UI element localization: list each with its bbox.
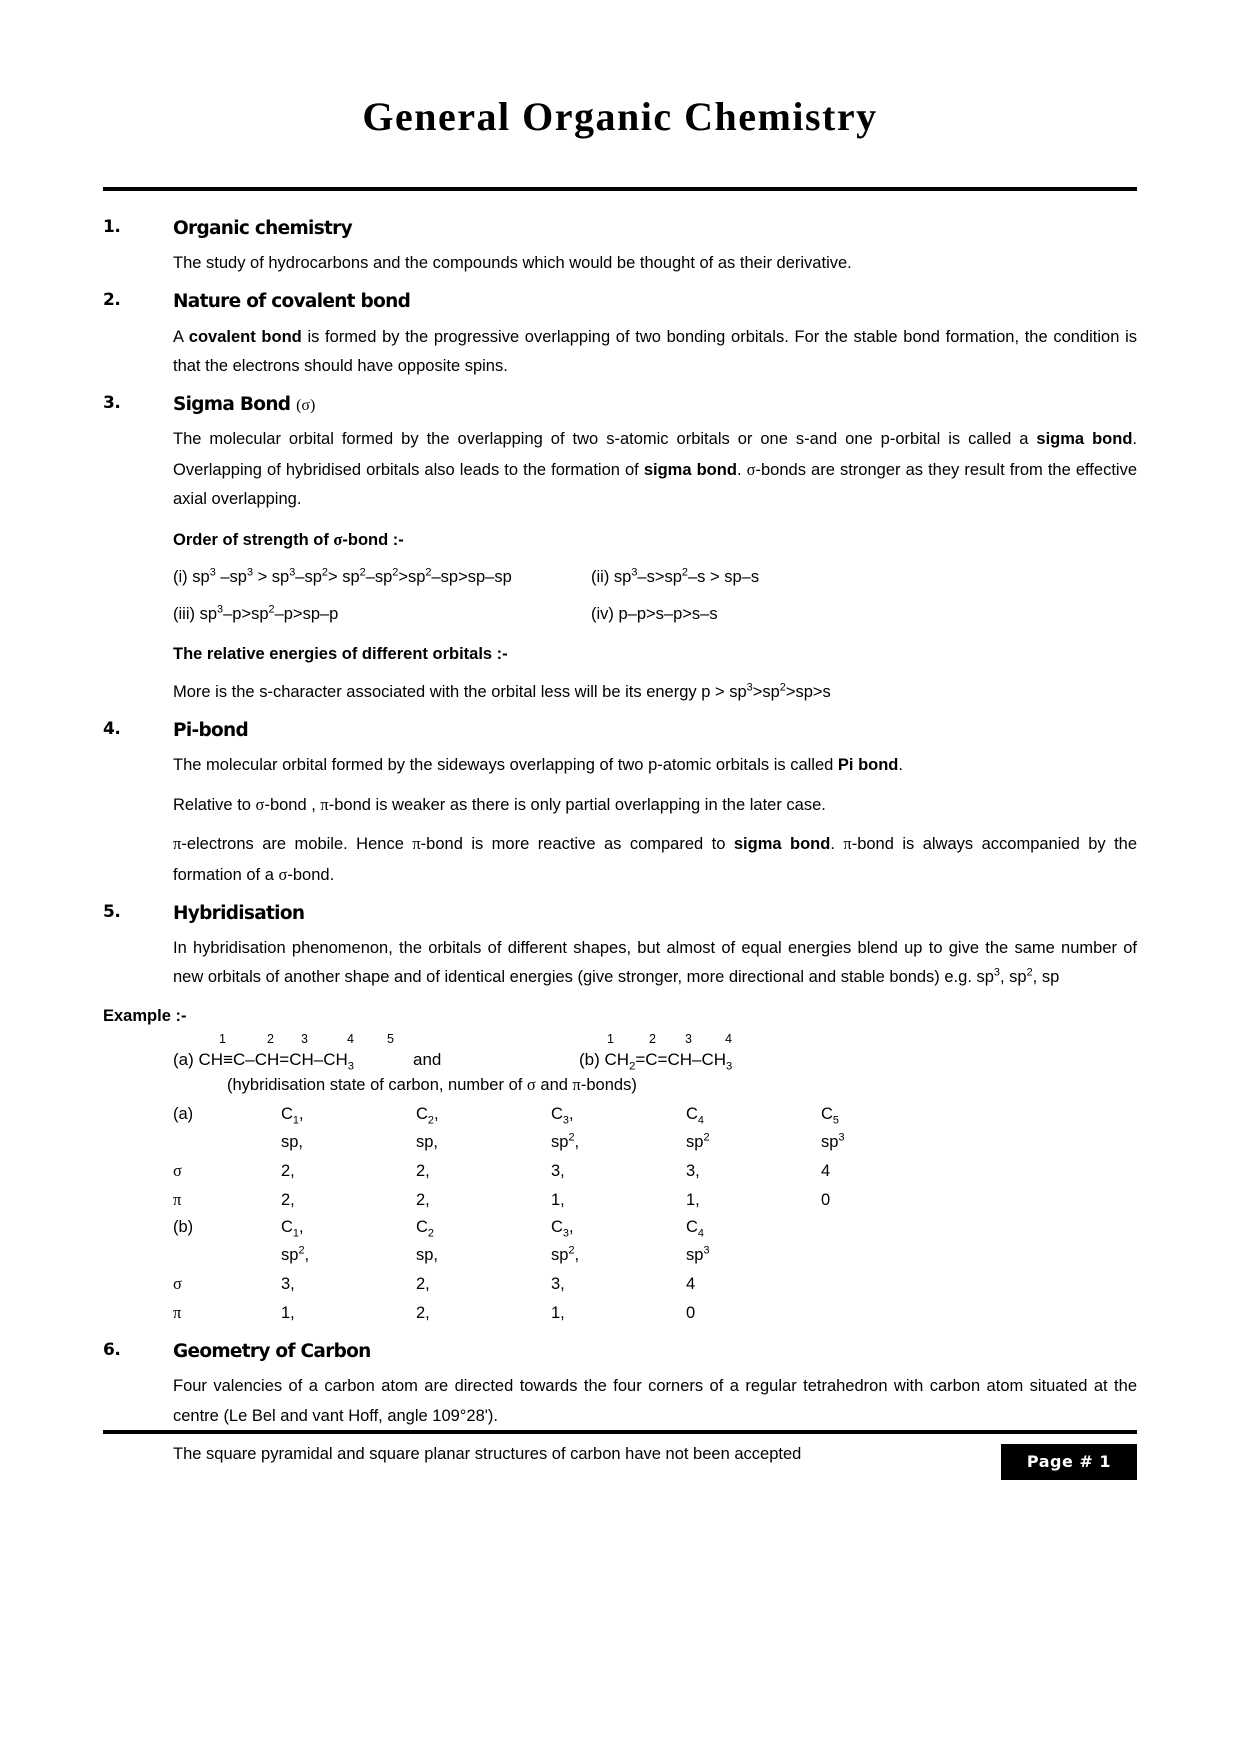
table-b-label: (b) bbox=[173, 1218, 194, 1237]
section-number: 2. bbox=[103, 290, 121, 311]
section-nature-of-covalent-bond bbox=[103, 290, 1137, 313]
order-item-i-text: $sp^3$ $-sp^3 > sp^3-sp^2> sp^2-sp^2>sp^2-sp>sp-sp$ bbox=[192, 566, 512, 586]
order-of-strength-subheading: Order of strength of σ-bond :- bbox=[173, 529, 404, 549]
table-a-sigma-3: 3, bbox=[551, 1161, 565, 1180]
section-heading-text: Sigma Bond bbox=[173, 394, 291, 416]
page-title: General Organic Chemistry bbox=[362, 94, 878, 139]
section-geometry-of-carbon bbox=[103, 1340, 1137, 1363]
table-b-hyb-5 bbox=[821, 1242, 956, 1270]
a-number-2: 2 bbox=[267, 1031, 274, 1046]
section-6-paragraph-1: Four valencies of a carbon atom are directed towards the four corners of a regular tetrahedron with carbon atom situated at the centre (Le Bel and vant Hoff, angle 109°28'). bbox=[173, 1377, 1137, 1425]
table-a-carbon-3: $C_3$, bbox=[551, 1104, 574, 1127]
table-a-sigma-5: 4 bbox=[821, 1161, 831, 1180]
table-row bbox=[173, 1299, 956, 1328]
table-b-sigma-label: σ bbox=[173, 1274, 182, 1294]
table-b-sigma-4: 4 bbox=[686, 1275, 696, 1294]
table-a-carbon-1: $C_1$, bbox=[281, 1104, 304, 1127]
table-b-pi-1: 1, bbox=[281, 1304, 295, 1323]
relative-energies-text: More is the s-character associated with the orbital less will be its energy $p > sp^3>sp^2>sp>s$ bbox=[173, 681, 831, 701]
table-b-sigma-1: 3, bbox=[281, 1275, 295, 1294]
table-a-carbon-2: $C_2$, bbox=[416, 1104, 439, 1127]
table-a-pi-4: 1, bbox=[686, 1190, 700, 1209]
table-row bbox=[173, 1101, 956, 1129]
a-number-4: 4 bbox=[347, 1031, 354, 1046]
order-item-ii bbox=[591, 563, 1137, 592]
b-number-4: 4 bbox=[725, 1031, 732, 1046]
example-formula-row bbox=[173, 1049, 1137, 1073]
section-sigma-bond bbox=[103, 393, 1137, 416]
table-row bbox=[173, 1242, 956, 1270]
table-b-carbon-5 bbox=[821, 1214, 956, 1242]
example-formulas bbox=[173, 1031, 1137, 1073]
carbon-numbering-line bbox=[201, 1032, 1137, 1048]
order-item-ii-label: (ii) bbox=[591, 567, 610, 586]
table-b-pi-4: 0 bbox=[686, 1304, 696, 1323]
formula-b bbox=[579, 1049, 1137, 1073]
section-heading: Pi-bond bbox=[173, 720, 249, 742]
order-row-1 bbox=[173, 563, 1137, 592]
section-3-paragraph: The molecular orbital formed by the overlapping of two s-atomic orbitals or one s-and one p-orbital is called a sigma bond. Overlapping of hybridised orbitals also leads to the formation of sigma bond. σ-bonds are stronger as they result from the effective axial overlapping. bbox=[173, 430, 1137, 509]
table-a-carbon-5: $C_5$ bbox=[821, 1104, 839, 1127]
order-item-i bbox=[173, 563, 591, 592]
a-number-5: 5 bbox=[387, 1031, 394, 1046]
table-b-hyb-3: $sp^2$, bbox=[551, 1244, 580, 1265]
table-a-hyb-4: $sp^2$ bbox=[686, 1131, 710, 1151]
formula-a-label: (a) bbox=[173, 1049, 194, 1069]
table-b-pi-3: 1, bbox=[551, 1304, 565, 1323]
table-b-sigma-3: 3, bbox=[551, 1275, 565, 1294]
section-2-paragraph: A covalent bond is formed by the progressive overlapping of two bonding orbitals. For the stable bond formation, the condition is that the electrons should have opposite spins. bbox=[173, 327, 1138, 375]
table-b-hyb-2: sp, bbox=[416, 1246, 439, 1265]
page-number-badge: Page # 1 bbox=[1001, 1444, 1137, 1480]
section-4-paragraph-2: Relative to σ-bond , π-bond is weaker as there is only partial overlapping in the later case. bbox=[173, 794, 826, 814]
table-a-label: (a) bbox=[173, 1104, 194, 1123]
table-row bbox=[173, 1270, 956, 1299]
section-4-paragraph-1: The molecular orbital formed by the sideways overlapping of two p-atomic orbitals is called Pi bond. bbox=[173, 756, 903, 775]
section-4-paragraph-3: π-electrons are mobile. Hence π-bond is more reactive as compared to sigma bond. π-bond is always accompanied by the formation of a σ-bond. bbox=[173, 834, 1138, 884]
table-b-pi-5 bbox=[821, 1299, 956, 1328]
section-6-paragraph-2: The square pyramidal and square planar structures of carbon have not been accepted bbox=[173, 1444, 802, 1463]
table-row bbox=[173, 1129, 956, 1157]
order-row-2 bbox=[173, 600, 1137, 629]
a-number-3: 3 bbox=[301, 1031, 308, 1046]
table-a-sigma-2: 2, bbox=[416, 1161, 430, 1180]
section-heading: Geometry of Carbon bbox=[173, 1341, 371, 1363]
footer-divider bbox=[103, 1430, 1137, 1434]
section-heading-symbol: (σ) bbox=[296, 397, 316, 415]
formula-b-label: (b) bbox=[579, 1049, 600, 1069]
section-1-paragraph: The study of hydrocarbons and the compounds which would be thought of as their derivative. bbox=[173, 254, 852, 273]
b-number-3: 3 bbox=[685, 1031, 692, 1046]
table-b-sigma-2: 2, bbox=[416, 1275, 430, 1294]
formula-a bbox=[173, 1049, 413, 1073]
table-a-sigma-1: 2, bbox=[281, 1161, 295, 1180]
section-number: 5. bbox=[103, 901, 121, 922]
section-hybridisation bbox=[103, 902, 1137, 925]
section-heading: Organic chemistry bbox=[173, 218, 352, 239]
table-a-hyb-label bbox=[173, 1129, 281, 1157]
example-caption: (hybridisation state of carbon, number of σ and π-bonds) bbox=[227, 1074, 637, 1094]
order-item-iv bbox=[591, 600, 1137, 629]
b-number-2: 2 bbox=[649, 1031, 656, 1046]
table-a-sigma-label: σ bbox=[173, 1160, 182, 1180]
table-b-pi-2: 2, bbox=[416, 1304, 430, 1323]
table-b-hyb-4: $sp^3$ bbox=[686, 1244, 710, 1265]
table-a-pi-5: 0 bbox=[821, 1190, 831, 1209]
b-number-1: 1 bbox=[607, 1031, 614, 1046]
order-item-iv-label: (iv) bbox=[591, 605, 614, 624]
table-a-hyb-3: $sp^2$, bbox=[551, 1131, 580, 1151]
relative-energies-subheading: The relative energies of different orbitals :- bbox=[173, 644, 508, 663]
table-b-hyb-1: $sp^2$, bbox=[281, 1244, 310, 1265]
formula-b-text: $CH_2=C=CH-CH_3$ bbox=[604, 1049, 733, 1073]
table-b-carbon-2: $C_2$ bbox=[416, 1218, 434, 1240]
hybridisation-table bbox=[173, 1101, 956, 1328]
table-b-carbon-1: $C_1$, bbox=[281, 1218, 304, 1240]
table-a-carbon-4: $C_4$ bbox=[686, 1104, 704, 1127]
section-number: 3. bbox=[103, 393, 121, 414]
section-5-paragraph: In hybridisation phenomenon, the orbitals of different shapes, but almost of equal energies blend up to give the same number of new orbitals of another shape and of identical energies (give stronger, more directional and stable bonds) e.g. $sp^3$, $sp^2$, sp bbox=[173, 939, 1137, 987]
table-a-hyb-5: $sp^3$ bbox=[821, 1131, 845, 1151]
table-b-pi-label: π bbox=[173, 1303, 182, 1323]
order-item-i-label: (i) bbox=[173, 567, 188, 586]
a-number-1: 1 bbox=[219, 1031, 226, 1046]
table-a-pi-3: 1, bbox=[551, 1190, 565, 1209]
order-item-iii bbox=[173, 600, 591, 629]
example-label: Example :- bbox=[103, 1006, 187, 1025]
order-item-iii-text: $sp^3-p>sp^2-p>sp-p$ bbox=[199, 603, 339, 624]
table-a-hyb-2: sp, bbox=[416, 1132, 439, 1151]
section-pi-bond bbox=[103, 719, 1137, 742]
table-b-hyb-label bbox=[173, 1242, 281, 1270]
order-item-iv-text: p–p>s–p>s–s bbox=[618, 605, 718, 624]
order-item-iii-label: (iii) bbox=[173, 605, 195, 624]
section-heading: Nature of covalent bond bbox=[173, 291, 411, 313]
document-body bbox=[103, 191, 1137, 1469]
section-heading: Hybridisation bbox=[173, 902, 305, 924]
table-row bbox=[173, 1214, 956, 1242]
table-b-carbon-3: $C_3$, bbox=[551, 1218, 574, 1240]
table-a-pi-label: π bbox=[173, 1189, 182, 1209]
section-number: 1. bbox=[103, 217, 121, 237]
section-number: 6. bbox=[103, 1340, 121, 1361]
section-organic-chemistry bbox=[103, 217, 1137, 240]
table-a-pi-1: 2, bbox=[281, 1190, 295, 1209]
section-heading bbox=[173, 393, 315, 416]
table-a-pi-2: 2, bbox=[416, 1190, 430, 1209]
table-a-sigma-4: 3, bbox=[686, 1161, 700, 1180]
table-a-hyb-1: sp, bbox=[281, 1132, 304, 1151]
table-row bbox=[173, 1157, 956, 1186]
order-item-ii-text: $sp^3-s>sp^2-s > sp-s$ bbox=[613, 566, 760, 586]
table-row bbox=[173, 1186, 956, 1215]
table-b-sigma-5 bbox=[821, 1270, 956, 1299]
section-number: 4. bbox=[103, 719, 121, 740]
table-b-carbon-4: $C_4$ bbox=[686, 1218, 704, 1240]
formula-conjunction: and bbox=[413, 1049, 442, 1069]
formula-a-text: $CH\equiv C-CH=CH-CH_3$ bbox=[198, 1049, 355, 1073]
